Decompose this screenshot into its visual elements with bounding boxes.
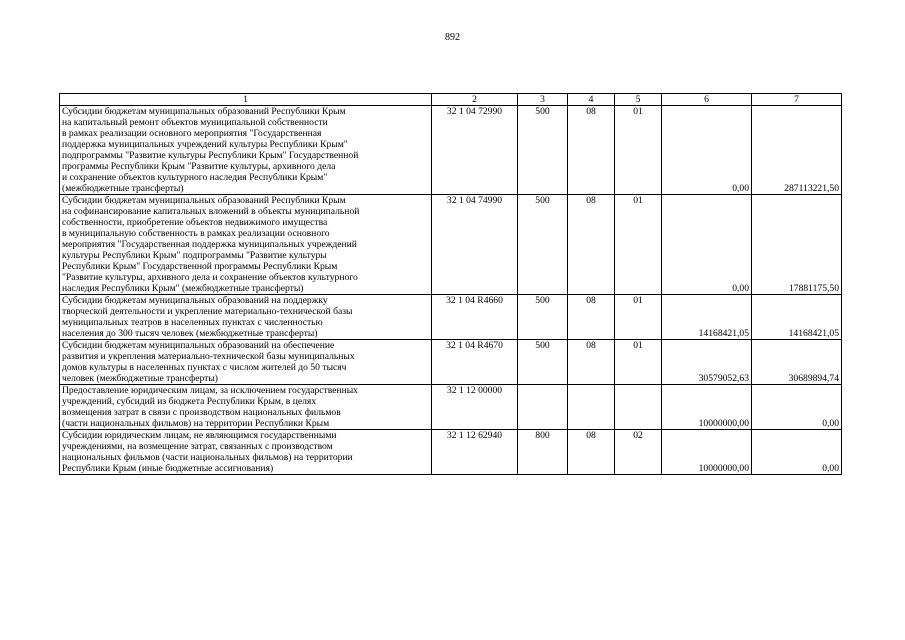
target-article-code: 32 1 12 00000 [432, 385, 518, 430]
expense-type-code: 500 [518, 106, 568, 195]
expense-type-code: 500 [518, 195, 568, 295]
row-description: Субсидии бюджетам муниципальных образований на поддержку творческой деятельности и укрепление материально-технической базы муниципальных театров в населенных пунктах с численностью населения до 300 тысяч человек (межбюджетные трансферты) [60, 295, 432, 340]
table-row [60, 340, 842, 385]
column-header: 7 [752, 94, 842, 106]
section-code: 08 [568, 340, 615, 385]
amount-column-6: 10000000,00 [662, 430, 752, 475]
expense-type-code [518, 385, 568, 430]
amount-column-7: 14168421,05 [752, 295, 842, 340]
budget-table [59, 93, 842, 475]
expense-type-code: 500 [518, 340, 568, 385]
subsection-code: 01 [615, 106, 662, 195]
target-article-code: 32 1 04 74990 [432, 195, 518, 295]
subsection-code: 01 [615, 295, 662, 340]
row-description: Субсидии бюджетам муниципальных образований на обеспечение развития и укрепления материально-технической базы муниципальных домов культуры в населенных пунктах с числом жителей до 50 тысяч человек (межбюджетные трансферты) [60, 340, 432, 385]
row-description: Субсидии бюджетам муниципальных образований Республики Крым на капитальный ремонт объектов муниципальной собственности в рамках реализации основного мероприятия "Государственная поддержка муниципальных учреждений культуры Республики Крым" подпрограммы "Развитие культуры Республики Крым" Государственной программы Республики Крым "Развитие культуры, архивного дела и сохранение объектов культурного наследия Республики Крым" (межбюджетные трансферты) [60, 106, 432, 195]
table-row [60, 195, 842, 295]
section-code: 08 [568, 430, 615, 475]
column-header: 4 [568, 94, 615, 106]
subsection-code: 01 [615, 195, 662, 295]
section-code: 08 [568, 106, 615, 195]
row-description: Субсидии бюджетам муниципальных образований Республики Крым на софинансирование капитальных вложений в объекты муниципальной собственности, приобретение объектов недвижимого имущества в муниципальную собственность в рамках реализации основного мероприятия "Государственная поддержка муниципальных учреждений культуры Республики Крым" подпрограммы "Развитие культуры Республики Крым" Государственной программы Республики Крым "Развитие культуры, архивного дела и сохранение объектов культурного наследия Республики Крым" (межбюджетные трансферты) [60, 195, 432, 295]
target-article-code: 32 1 04 R4670 [432, 340, 518, 385]
section-code [568, 385, 615, 430]
section-code: 08 [568, 295, 615, 340]
column-header: 2 [432, 94, 518, 106]
table-row [60, 385, 842, 430]
target-article-code: 32 1 12 62940 [432, 430, 518, 475]
section-code: 08 [568, 195, 615, 295]
amount-column-6: 0,00 [662, 195, 752, 295]
amount-column-6: 30579052,63 [662, 340, 752, 385]
column-header: 6 [662, 94, 752, 106]
column-header: 1 [60, 94, 432, 106]
amount-column-6: 14168421,05 [662, 295, 752, 340]
amount-column-7: 17881175,50 [752, 195, 842, 295]
column-header: 5 [615, 94, 662, 106]
expense-type-code: 800 [518, 430, 568, 475]
row-description: Предоставление юридическим лицам, за исключением государственных учреждений, субсидий из бюджета Республики Крым, в целях возмещения затрат в связи с производством национальных фильмов (части национальных фильмов) на территории Республики Крым [60, 385, 432, 430]
amount-column-7: 0,00 [752, 430, 842, 475]
table-row [60, 106, 842, 195]
table-row [60, 430, 842, 475]
amount-column-7: 30689894,74 [752, 340, 842, 385]
target-article-code: 32 1 04 R4660 [432, 295, 518, 340]
amount-column-6: 0,00 [662, 106, 752, 195]
table-header-row [60, 94, 842, 106]
target-article-code: 32 1 04 72990 [432, 106, 518, 195]
page-number: 892 [445, 32, 460, 43]
subsection-code: 01 [615, 340, 662, 385]
subsection-code [615, 385, 662, 430]
table-row [60, 295, 842, 340]
amount-column-6: 10000000,00 [662, 385, 752, 430]
row-description: Субсидии юридическим лицам, не являющимся государственными учреждениями, на возмещение затрат, связанных с производством национальных фильмов (части национальных фильмов) на территории Республики Крым (иные бюджетные ассигнования) [60, 430, 432, 475]
column-header: 3 [518, 94, 568, 106]
subsection-code: 02 [615, 430, 662, 475]
amount-column-7: 0,00 [752, 385, 842, 430]
expense-type-code: 500 [518, 295, 568, 340]
amount-column-7: 287113221,50 [752, 106, 842, 195]
